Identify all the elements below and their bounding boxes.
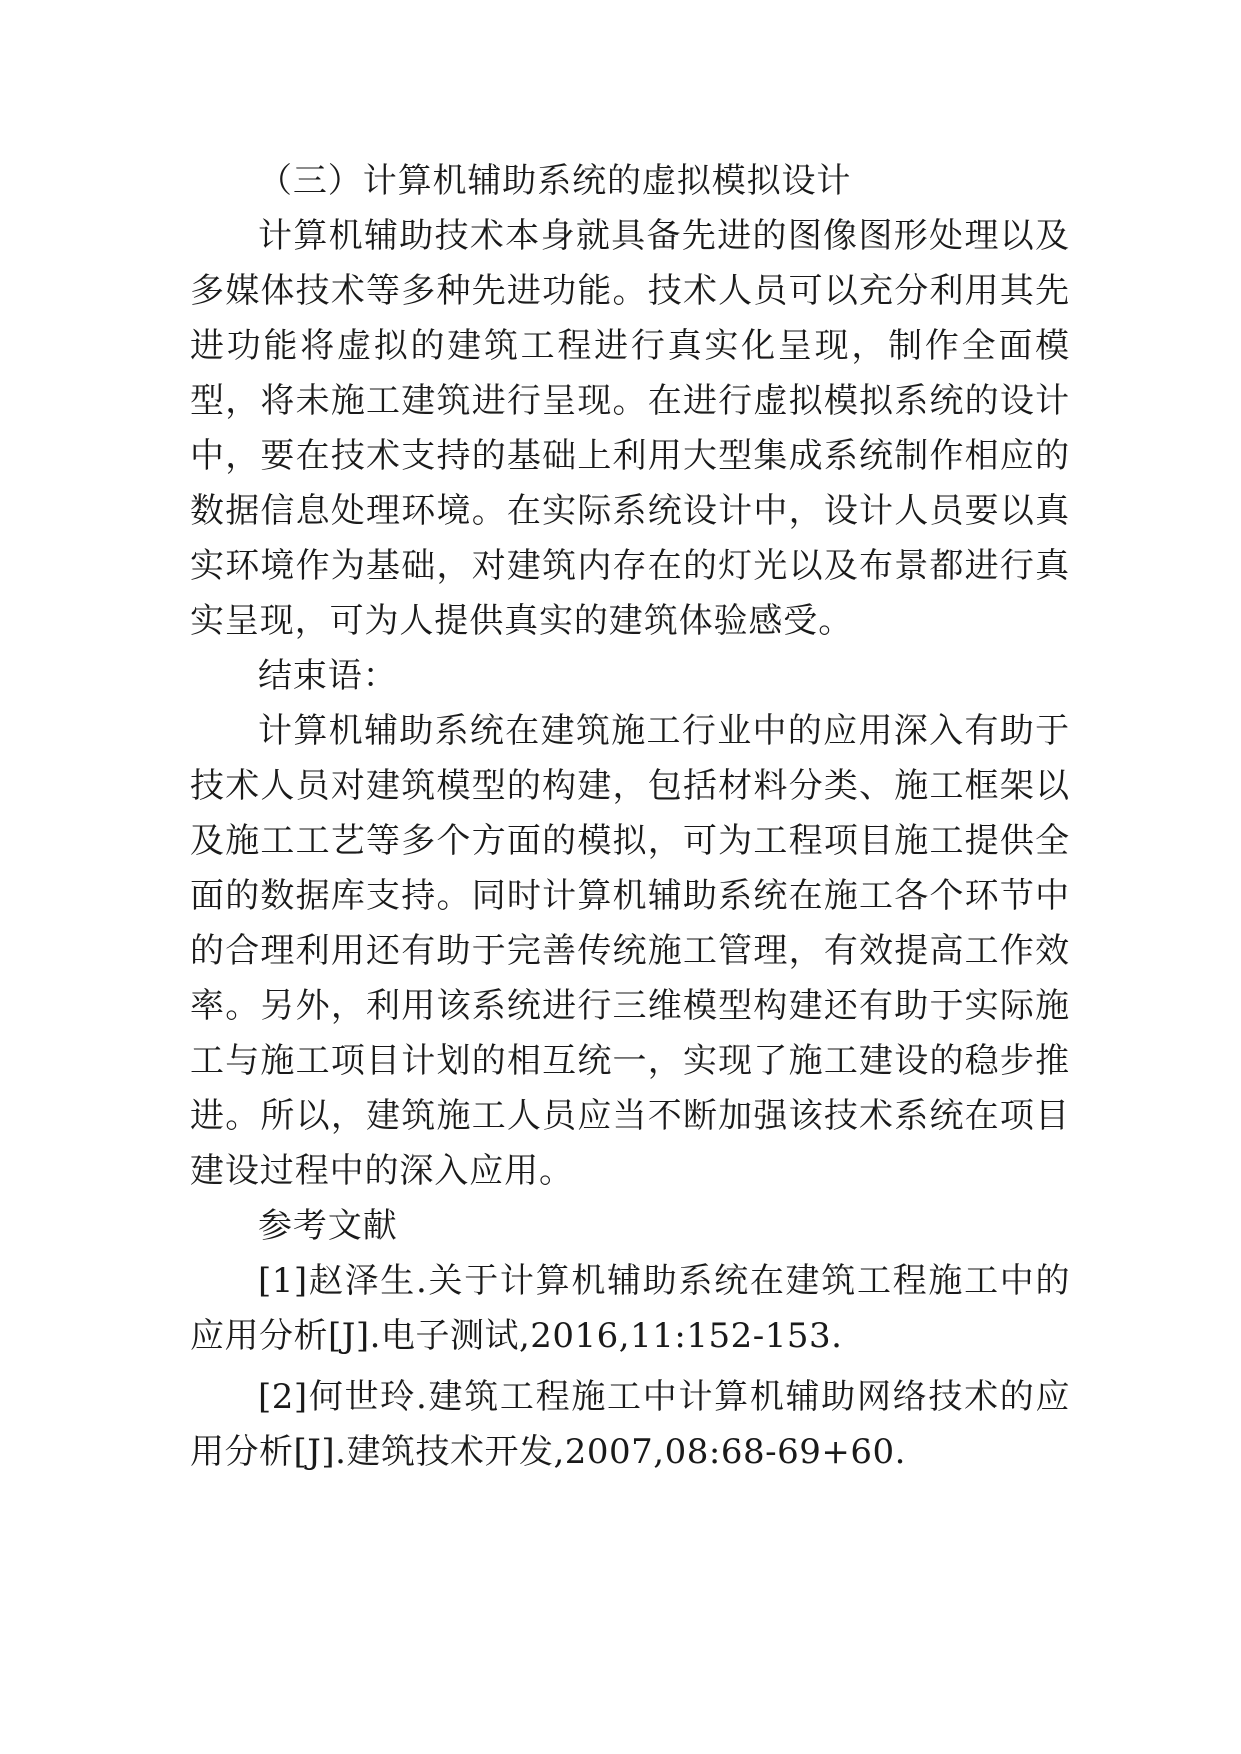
- conclusion-paragraph: 计算机辅助系统在建筑施工行业中的应用深入有助于技术人员对建筑模型的构建，包括材料分类、施工框架以及施工工艺等多个方面的模拟，可为工程项目施工提供全面的数据库支持。同时计算机辅助系统在施工各个环节中的合理利用还有助于完善传统施工管理，有效提高工作效率。另外，利用该系统进行三维模型构建还有助于实际施工与施工项目计划的相互统一，实现了施工建设的稳步推进。所以，建筑施工人员应当不断加强该技术系统在项目建设过程中的深入应用。: [190, 711, 1070, 1191]
- section-body-paragraph: 计算机辅助技术本身就具备先进的图像图形处理以及多媒体技术等多种先进功能。技术人员可以充分利用其先进功能将虚拟的建筑工程进行真实化呈现，制作全面模型，将未施工建筑进行呈现。在进行虚拟模拟系统的设计中，要在技术支持的基础上利用大型集成系统制作相应的数据信息处理环境。在实际系统设计中，设计人员要以真实环境作为基础，对建筑内存在的灯光以及布景都进行真实呈现，可为人提供真实的建筑体验感受。: [190, 216, 1070, 641]
- reference-item-1: [1]赵泽生.关于计算机辅助系统在建筑工程施工中的应用分析[J].电子测试,2016,11:152-153.: [190, 1261, 1070, 1356]
- section-heading: （三）计算机辅助系统的虚拟模拟设计: [258, 161, 852, 201]
- conclusion-heading: 结束语：: [258, 656, 398, 696]
- text-column: [190, 154, 1070, 1480]
- reference-item-2: [2]何世玲.建筑工程施工中计算机辅助网络技术的应用分析[J].建筑技术开发,2007,08:68-69+60.: [190, 1377, 1070, 1472]
- references-heading: 参考文献: [258, 1206, 398, 1246]
